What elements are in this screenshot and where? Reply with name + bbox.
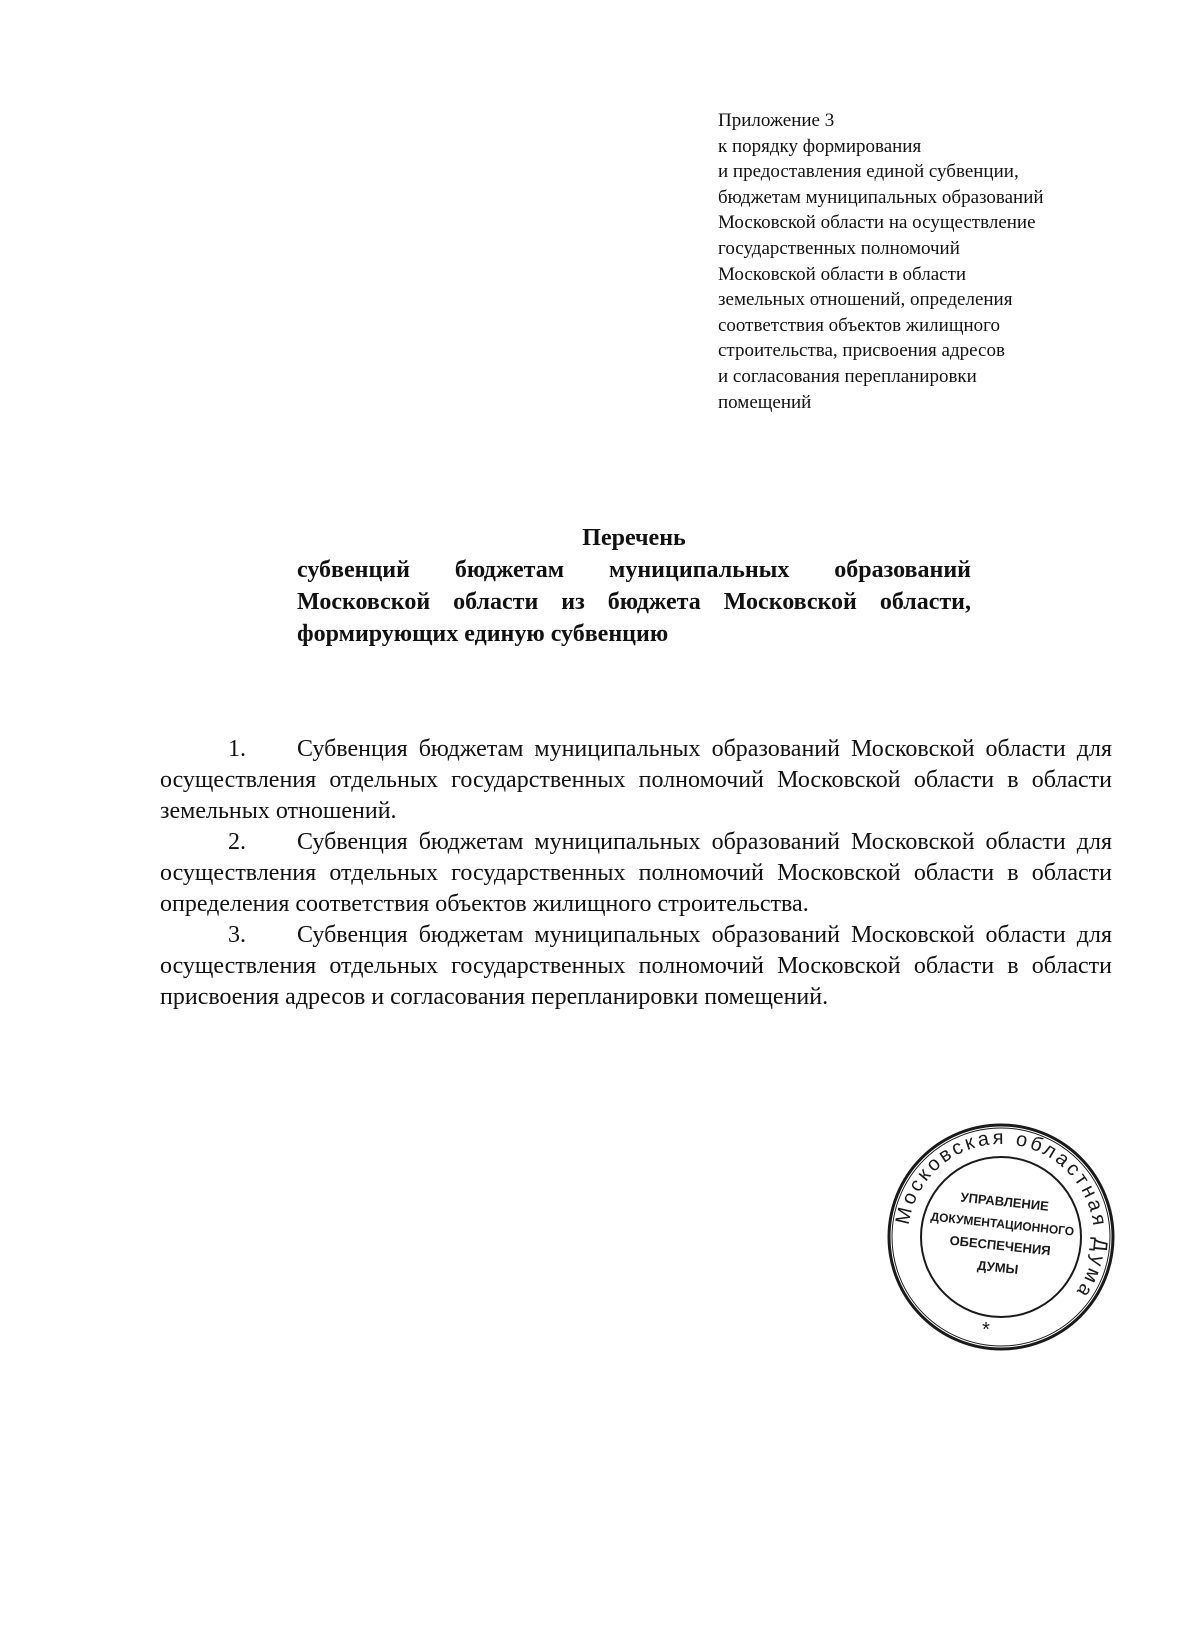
appendix-line: строительства, присвоения адресов — [718, 340, 1005, 362]
stamp-center-line: УПРАВЛЕНИЕ — [959, 1189, 1050, 1214]
document-title — [297, 522, 971, 650]
stamp-center-line: ОБЕСПЕЧЕНИЯ — [948, 1232, 1052, 1259]
stamp-ring-textpath: Московская областная Дума — [891, 1126, 1112, 1304]
stamp-seal-icon — [886, 1122, 1116, 1352]
stamp-center-line: ДУМЫ — [976, 1257, 1020, 1277]
list-item-text: Субвенция бюджетам муниципальных образований Московской области для осуществления отдельных государственных полномочий Московской области в области присвоения адресов и согласования перепланировки помещений. — [160, 922, 1112, 1010]
list-item-number: 1. — [228, 736, 246, 762]
appendix-note — [718, 108, 1158, 415]
stamp-star: * — [982, 1319, 990, 1341]
appendix-line: соответствия объектов жилищного — [718, 314, 1000, 336]
list-item — [160, 920, 1112, 1013]
appendix-line: государственных полномочий — [718, 237, 960, 259]
list-item-number: 2. — [228, 829, 246, 855]
stamp-center-line: ДОКУМЕНТАЦИОННОГО — [929, 1209, 1075, 1239]
appendix-line: Московской области в области — [718, 263, 967, 285]
appendix-line: и предоставления единой субвенции, — [718, 161, 1019, 183]
official-stamp — [886, 1122, 1116, 1352]
appendix-line: бюджетам муниципальных образований — [718, 186, 1044, 208]
title-main: Перечень — [582, 525, 686, 551]
list-item-text: Субвенция бюджетам муниципальных образований Московской области для осуществления отдельных государственных полномочий Московской области в области земельных отношений. — [160, 736, 1112, 824]
stamp-outer-ring — [889, 1125, 1113, 1349]
title-subtitle: субвенций бюджетам муниципальных образований Московской области из бюджета Московской области, формирующих единую субвенцию — [297, 557, 971, 647]
appendix-line: помещений — [718, 391, 812, 413]
appendix-line: земельных отношений, определения — [718, 289, 1013, 311]
appendix-line: Приложение 3 — [718, 110, 835, 131]
stamp-inner-ring — [921, 1157, 1081, 1317]
appendix-line: к порядку формирования — [718, 135, 922, 157]
appendix-line: Московской области на осуществление — [718, 212, 1036, 234]
subvention-list — [160, 734, 1112, 1013]
appendix-line: и согласования перепланировки — [718, 365, 977, 387]
list-item-text: Субвенция бюджетам муниципальных образований Московской области для осуществления отдельных государственных полномочий Московской области в области определения соответствия объектов жилищного строительства. — [160, 829, 1112, 917]
list-item-number: 3. — [228, 922, 246, 948]
list-item — [160, 734, 1112, 827]
list-item — [160, 827, 1112, 920]
